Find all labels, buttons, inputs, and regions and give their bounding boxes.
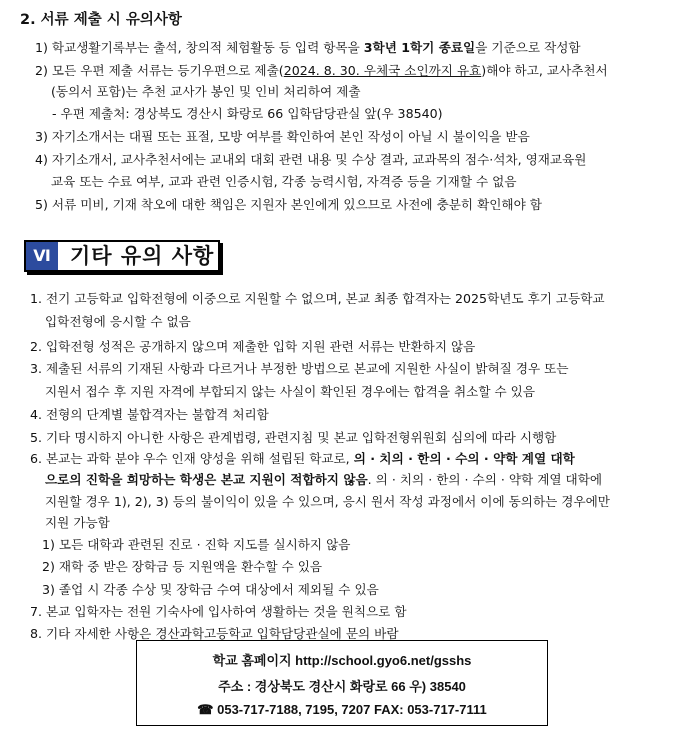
text-run: 3학년 1학기 종료일 xyxy=(363,40,476,55)
text-run: 2) 모든 우편 제출 서류는 등기우편으로 제출( xyxy=(35,63,284,78)
section-6-line xyxy=(30,337,475,357)
text-run: (동의서 포함)는 추천 교사가 봉인 및 인비 처리하여 제출 xyxy=(51,84,361,99)
section-2-item-line xyxy=(35,127,530,147)
section-2-item-line xyxy=(35,38,581,58)
text-run: 5) 서류 미비, 기재 착오에 대한 책임은 지원자 본인에게 있으므로 사전에 충분히 확인해야 함 xyxy=(35,197,542,212)
text-run: 2. 입학전형 성적은 공개하지 않으며 제출한 입학 지원 관련 서류는 반환하지 않음 xyxy=(30,339,476,354)
section-6-line xyxy=(30,428,556,448)
section-6-line xyxy=(30,359,569,379)
text-run: 4) 자기소개서, 교사추천서에는 교내외 대회 관련 내용 및 수상 결과, 교과목의 점수·석차, 영재교육원 xyxy=(35,152,587,167)
text-run: 교육 또는 수료 여부, 교과 관련 인증시험, 각종 능력시험, 자격증 등을 기재할 수 없음 xyxy=(51,174,517,189)
text-run: 지원 가능함 xyxy=(45,515,110,530)
section-2-title: 2. 서류 제출 시 유의사항 xyxy=(20,12,182,28)
section-6-line xyxy=(45,492,610,512)
text-run: 1. 전기 고등학교 입학전형에 이중으로 지원할 수 없으며, 본교 최종 합격자는 2025학년도 후기 고등학교 xyxy=(30,291,605,306)
text-run: 6. 본교는 과학 분야 우수 인재 양성을 위해 설립된 학교로, xyxy=(30,451,354,466)
text-run: )해야 하고, 교사추천서 xyxy=(481,63,608,78)
text-run: 입학전형에 응시할 수 없음 xyxy=(45,314,191,329)
contact-box xyxy=(136,640,548,726)
telephone-icon: ☎ xyxy=(197,702,214,717)
text-run: 3. 제출된 서류의 기재된 사항과 다르거나 부정한 방법으로 본교에 지원한 사실이 밝혀질 경우 또는 xyxy=(30,361,569,376)
section-6-line xyxy=(45,513,110,533)
section-2-item-line xyxy=(35,195,542,215)
text-run: 1) 모든 대학과 관련된 진로 · 진학 지도를 실시하지 않음 xyxy=(42,537,351,552)
text-run: 지원할 경우 1), 2), 3) 등의 불이익이 있을 수 있으며, 응시 원서 작성 과정에서 이에 동의하는 경우에만 xyxy=(45,494,610,509)
text-run: - 우편 제출처: 경상북도 경산시 화랑로 66 입학담당관실 앞(우 38540) xyxy=(52,106,443,121)
section-6-heading xyxy=(24,240,220,272)
text-run: 3) 자기소개서는 대필 또는 표절, 모방 여부를 확인하여 본인 작성이 아닐 시 불이익을 받음 xyxy=(35,129,530,144)
section-2-item-line xyxy=(35,150,586,170)
text-run: 을 기준으로 작성함 xyxy=(475,40,581,55)
section-2-item-line xyxy=(51,82,361,102)
phone-text: 053-717-7188, 7195, 7207 FAX: 053-717-7111 xyxy=(217,702,487,717)
text-run: 7. 본교 입학자는 전원 기숙사에 입사하여 생활하는 것을 원칙으로 함 xyxy=(30,604,407,619)
section-2-item-line xyxy=(35,61,608,81)
text-run: 3) 졸업 시 각종 수상 및 장학금 수여 대상에서 제외될 수 있음 xyxy=(42,582,379,597)
text-run: 1) 학교생활기록부는 출석, 창의적 체험활동 등 입력 항목을 xyxy=(35,40,364,55)
text-run: . 의 · 치의 · 한의 · 수의 · 약학 계열 대학에 xyxy=(367,472,603,487)
text-run: 2) 재학 중 받은 장학금 등 지원액을 환수할 수 있음 xyxy=(42,559,323,574)
homepage-line: 학교 홈페이지 http://school.gyo6.net/gsshs xyxy=(212,653,472,668)
section-6-line xyxy=(42,535,350,555)
text-run: 지원서 접수 후 지원 자격에 부합되지 않는 사실이 확인된 경우에는 합격을 취소할 수 있음 xyxy=(45,384,536,399)
text-run: 8. 기타 자세한 사항은 경산과학고등학교 입학담당관실에 문의 바람 xyxy=(30,626,399,641)
section-6-line xyxy=(42,557,322,577)
text-run: 으로의 진학을 희망하는 학생은 본교 지원이 적합하지 않음 xyxy=(45,472,368,487)
phone-line xyxy=(137,702,547,718)
section-6-line xyxy=(30,405,269,425)
section-6-line xyxy=(45,382,535,402)
section-6-title: 기타 유의 사항 xyxy=(70,244,215,268)
section-6-line xyxy=(30,289,605,309)
section-2-item-line xyxy=(51,172,517,192)
section-2-item-line xyxy=(52,104,443,124)
roman-numeral-badge: Ⅵ xyxy=(26,242,58,270)
section-6-line xyxy=(30,602,407,622)
text-run: 2024. 8. 30. 우체국 소인까지 유효 xyxy=(283,63,482,78)
section-6-line xyxy=(45,470,602,490)
section-6-line xyxy=(42,580,379,600)
text-run: 5. 기타 명시하지 아니한 사항은 관계법령, 관련지침 및 본교 입학전형위원회 심의에 따라 시행함 xyxy=(30,430,557,445)
address-line: 주소 : 경상북도 경산시 화랑로 66 우) 38540 xyxy=(218,679,466,694)
section-6-line xyxy=(30,449,575,469)
section-6-line xyxy=(45,312,191,332)
text-run: 의 · 치의 · 한의 · 수의 · 약학 계열 대학 xyxy=(353,451,575,466)
text-run: 4. 전형의 단계별 불합격자는 불합격 처리함 xyxy=(30,407,269,422)
